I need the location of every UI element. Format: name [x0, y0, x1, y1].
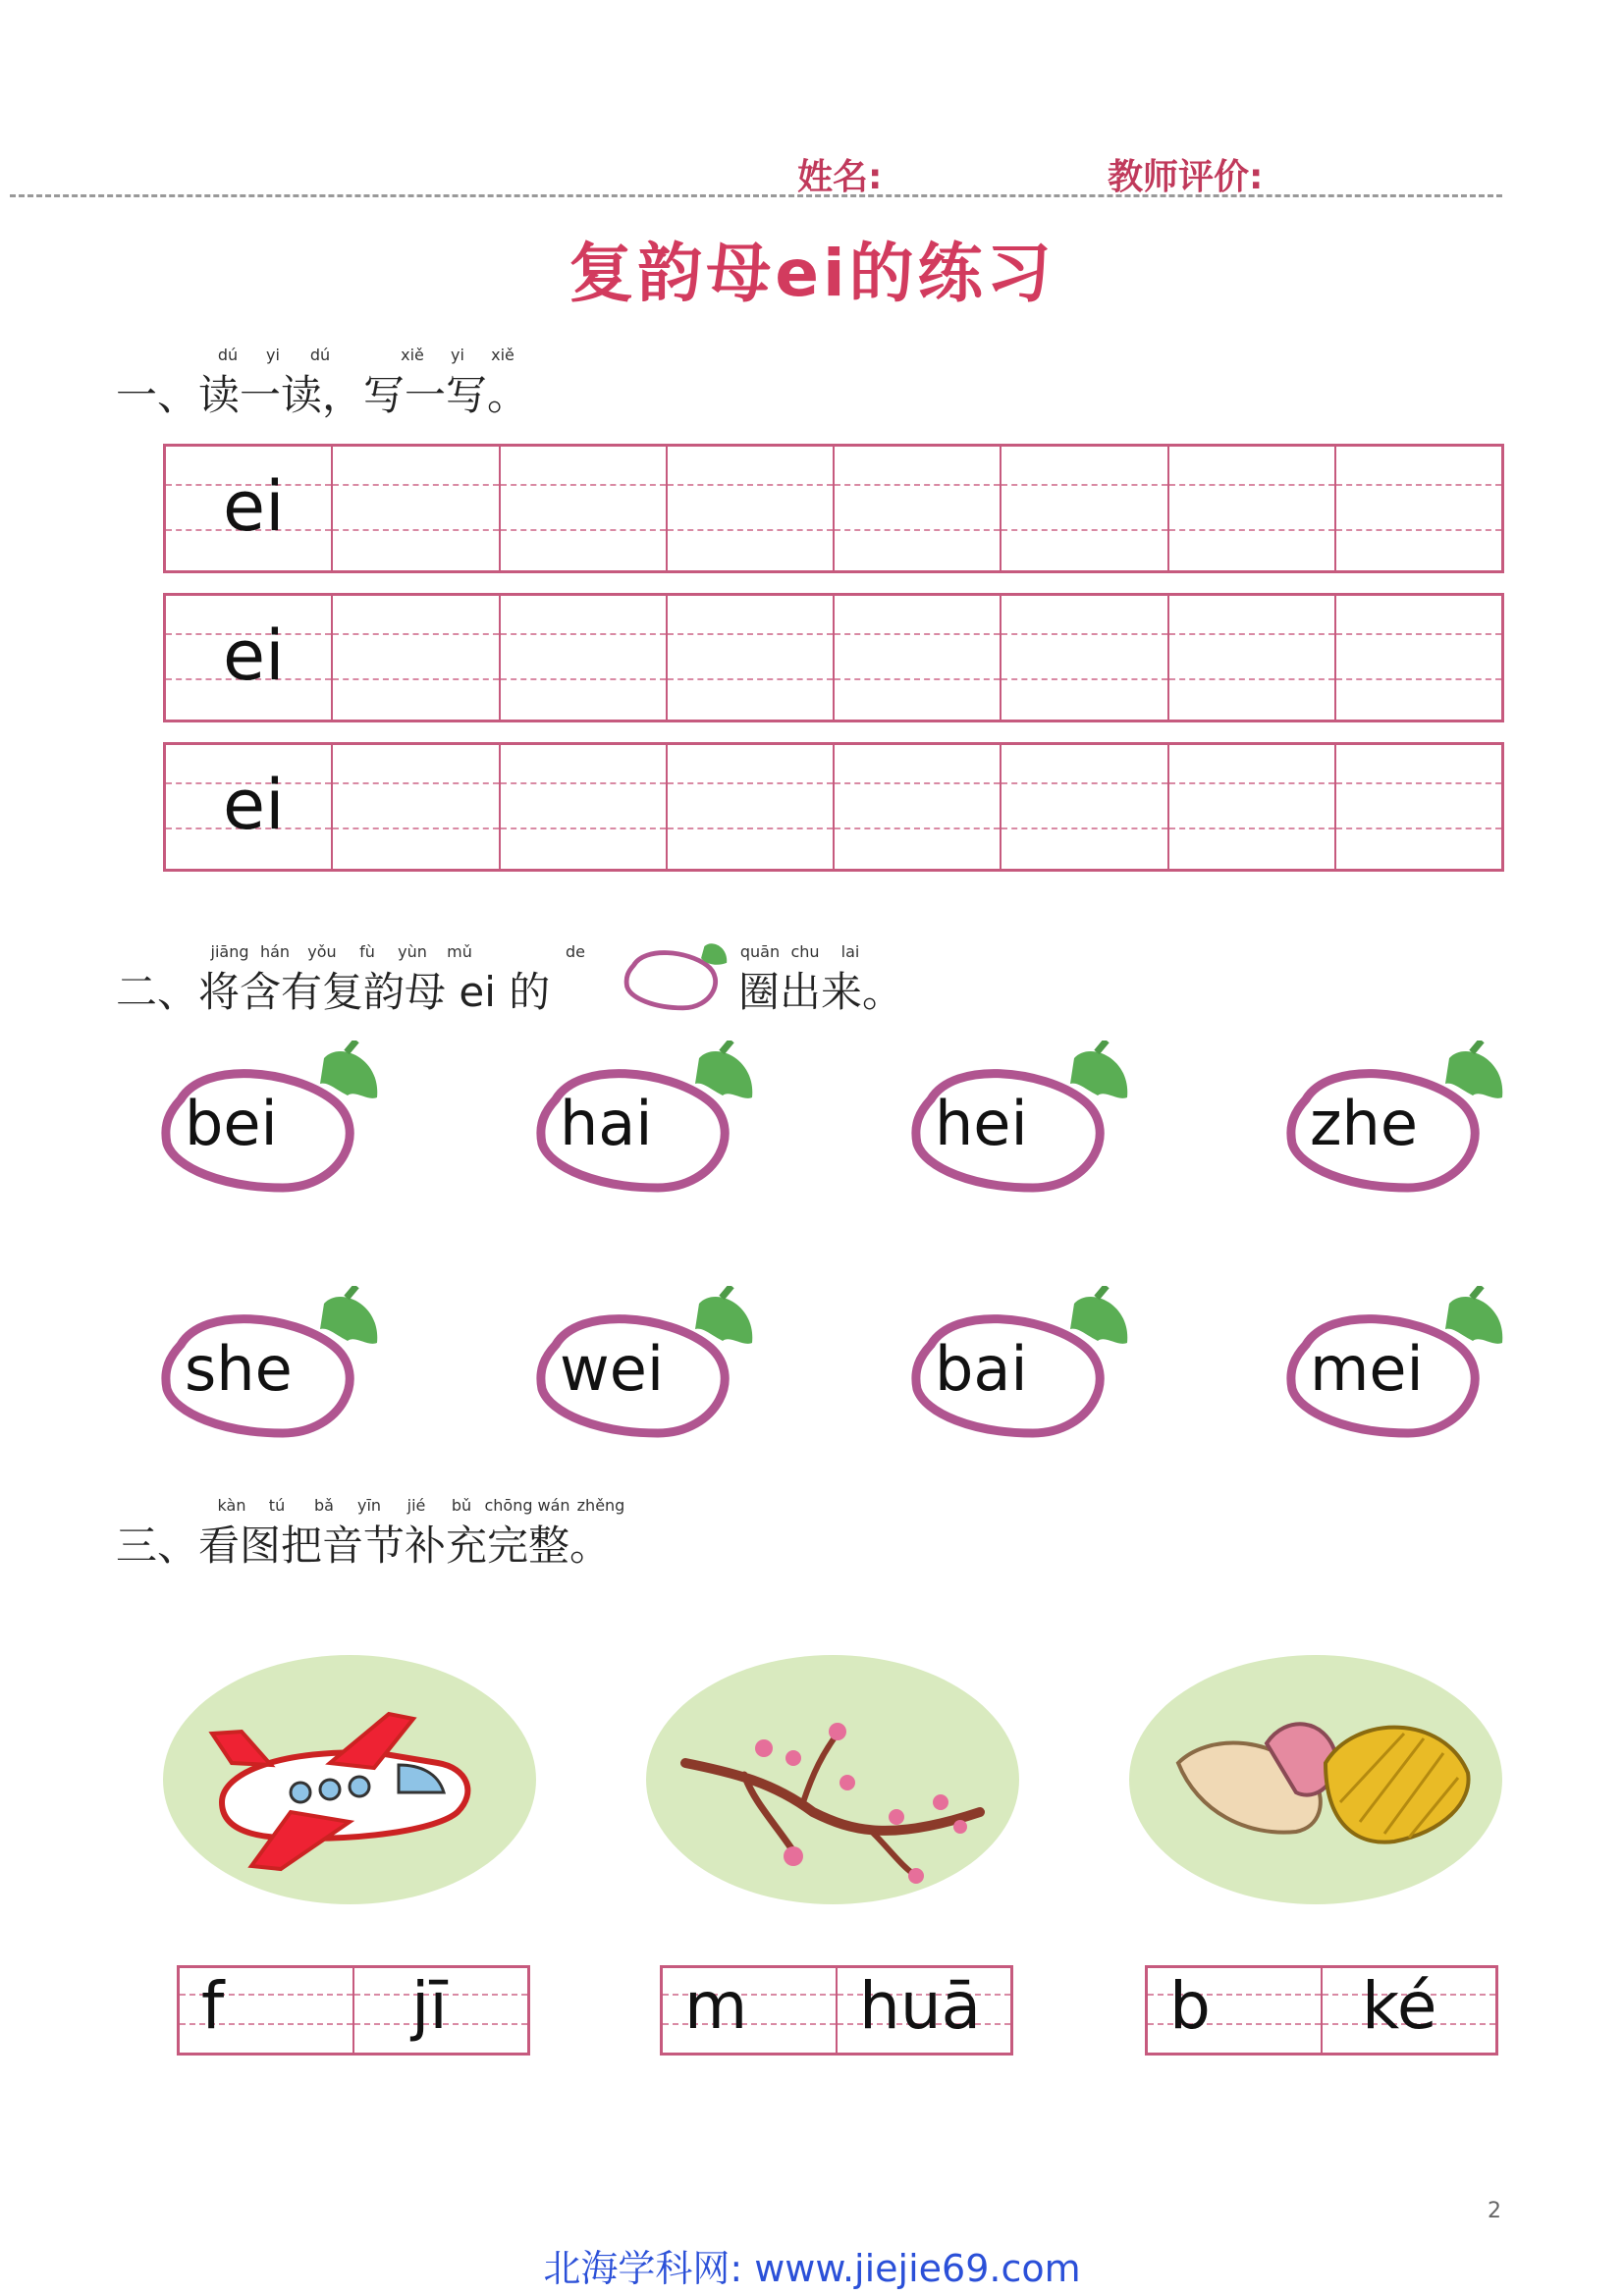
pinyin: lai [840, 942, 860, 961]
section3-title: 三、看图把音节补充完整。 [116, 1522, 612, 1570]
writing-cell[interactable] [835, 596, 1001, 720]
syllable-second: jī [411, 1968, 448, 2044]
pinyin: dú [309, 346, 331, 364]
writing-cell[interactable] [1336, 745, 1501, 869]
eggplant-option[interactable] [895, 1286, 1131, 1443]
pinyin: tú [268, 1496, 286, 1515]
syllable-label: bai [935, 1333, 1028, 1405]
writing-grid-row-3 [163, 742, 1504, 872]
airplane-picture [163, 1655, 536, 1904]
writing-cell[interactable] [166, 447, 333, 570]
eggplant-icon [617, 933, 731, 1017]
writing-cell[interactable] [835, 447, 1001, 570]
answer-cell[interactable] [663, 1968, 838, 2053]
pinyin: kàn [217, 1496, 246, 1515]
pinyin: yùn [398, 942, 427, 961]
model-letters: ei [223, 615, 285, 696]
writing-cell[interactable] [1336, 447, 1501, 570]
writing-cell[interactable] [333, 596, 500, 720]
syllable-label: mei [1310, 1333, 1424, 1405]
answer-cell[interactable] [1148, 1968, 1323, 2053]
syllable-label: zhe [1310, 1088, 1418, 1159]
answer-cell[interactable] [354, 1968, 527, 2053]
writing-cell[interactable] [501, 745, 668, 869]
pinyin: xiě [491, 346, 514, 364]
pinyin: yǒu [307, 942, 337, 961]
writing-cell[interactable] [501, 596, 668, 720]
syllable-first: f [201, 1968, 225, 2044]
pinyin: chōng [484, 1496, 533, 1515]
syllable-label: wei [560, 1333, 665, 1405]
shell-icon [1129, 1655, 1502, 1904]
pinyin: yi [451, 346, 464, 364]
name-label: 姓名: [797, 157, 883, 197]
writing-cell[interactable] [501, 447, 668, 570]
syllable-first: m [684, 1968, 748, 2044]
pinyin: jiāng [210, 942, 249, 961]
syllable-answer-box [1145, 1965, 1498, 2056]
writing-cell[interactable] [333, 447, 500, 570]
section2-title-part2: 圈出来。 [738, 968, 904, 1016]
section2-title-part1: 二、将含有复韵母 ei 的 [116, 968, 551, 1016]
syllable-answer-box [177, 1965, 530, 2056]
eggplant-option[interactable] [1271, 1041, 1506, 1198]
pinyin: chu [790, 942, 820, 961]
pinyin: yi [266, 346, 280, 364]
writing-grid-row-1 [163, 444, 1504, 573]
syllable-label: she [185, 1333, 293, 1405]
writing-cell[interactable] [166, 596, 333, 720]
writing-cell[interactable] [1336, 596, 1501, 720]
writing-cell[interactable] [1169, 596, 1336, 720]
syllable-answer-box [660, 1965, 1013, 2056]
page-number: 2 [1488, 2199, 1501, 2223]
writing-cell[interactable] [333, 745, 500, 869]
pinyin: de [566, 942, 585, 961]
syllable-label: hei [935, 1088, 1028, 1159]
pinyin: bǔ [451, 1496, 472, 1515]
pinyin: zhěng [576, 1496, 625, 1515]
pinyin: wán [537, 1496, 570, 1515]
pinyin: mǔ [447, 942, 472, 961]
eggplant-option[interactable] [520, 1041, 756, 1198]
writing-cell[interactable] [668, 596, 835, 720]
pinyin: quān [739, 942, 781, 961]
model-letters: ei [223, 765, 285, 845]
syllable-second: huā [859, 1968, 982, 2044]
teacher-evaluation-label: 教师评价: [1108, 157, 1264, 197]
syllable-first: b [1169, 1968, 1211, 2044]
pinyin: yīn [356, 1496, 382, 1515]
plum-blossom-icon [646, 1655, 1019, 1904]
writing-cell[interactable] [1001, 596, 1168, 720]
eggplant-option[interactable] [1271, 1286, 1506, 1443]
plum-blossom-picture [646, 1655, 1019, 1904]
pinyin: jié [406, 1496, 426, 1515]
pinyin: bǎ [314, 1496, 334, 1515]
pinyin: fù [359, 942, 375, 961]
shell-picture [1129, 1655, 1502, 1904]
writing-cell[interactable] [166, 745, 333, 869]
model-letters: ei [223, 466, 285, 547]
eggplant-option[interactable] [145, 1286, 381, 1443]
answer-cell[interactable] [838, 1968, 1010, 2053]
pinyin: dú [217, 346, 239, 364]
writing-cell[interactable] [1169, 745, 1336, 869]
section1-title: 一、读一读，写一写。 [116, 371, 529, 419]
writing-cell[interactable] [835, 745, 1001, 869]
header-divider [10, 194, 1502, 197]
page-title: 复韵母ei的练习 [568, 236, 1056, 311]
airplane-icon [163, 1655, 536, 1904]
answer-cell[interactable] [180, 1968, 354, 2053]
eggplant-option[interactable] [895, 1041, 1131, 1198]
answer-cell[interactable] [1323, 1968, 1495, 2053]
pinyin: hán [259, 942, 291, 961]
writing-cell[interactable] [1001, 745, 1168, 869]
pinyin: xiě [401, 346, 424, 364]
writing-cell[interactable] [668, 447, 835, 570]
eggplant-option[interactable] [520, 1286, 756, 1443]
syllable-label: bei [185, 1088, 278, 1159]
writing-cell[interactable] [1169, 447, 1336, 570]
writing-cell[interactable] [1001, 447, 1168, 570]
syllable-label: hai [560, 1088, 653, 1159]
writing-cell[interactable] [668, 745, 835, 869]
footer-link[interactable]: 北海学科网: www.jiejie69.com [543, 2247, 1081, 2290]
eggplant-option[interactable] [145, 1041, 381, 1198]
syllable-second: ké [1362, 1968, 1437, 2044]
writing-grid-row-2 [163, 593, 1504, 722]
